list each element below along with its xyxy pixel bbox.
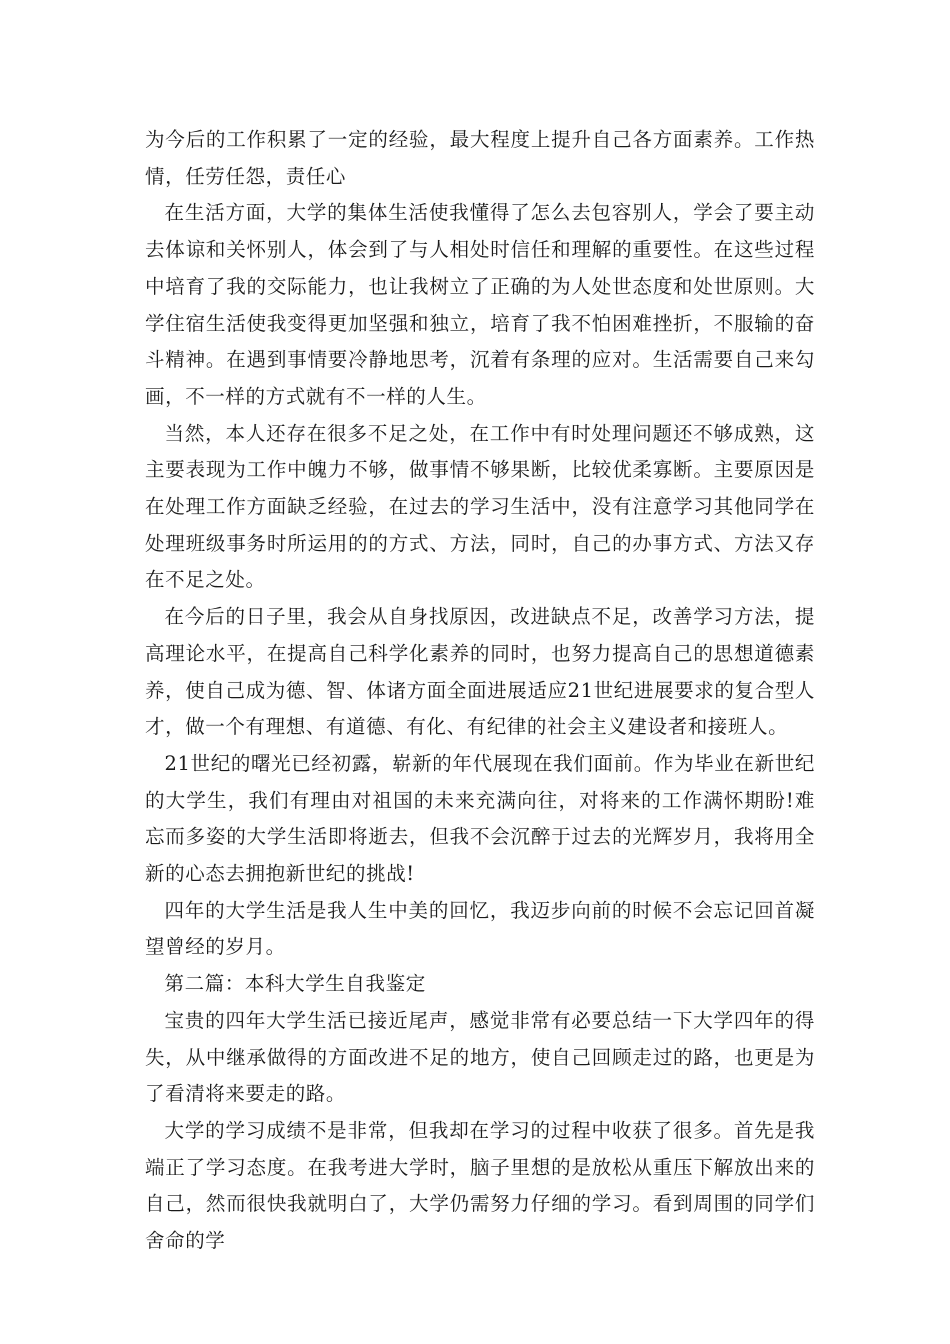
paragraph: 四年的大学生活是我人生中美的回忆，我迈步向前的时候不会忘记回首凝望曾经的岁月。 (145, 898, 815, 959)
section-heading: 第二篇：本科大学生自我鉴定 (164, 972, 426, 996)
paragraph: 为今后的工作积累了一定的经验，最大程度上提升自己各方面素养。工作热情，任劳任怨，责任心 (145, 128, 815, 188)
paragraph: 大学的学习成绩不是非常，但我却在学习的过程中收获了很多。首先是我端正了学习态度。在我考进大学时，脑子里想的是放松从重压下解放出来的自己，然而很快我就明白了，大学仍需努力仔细的学习。看到周围的同学们舍命的学 (145, 1118, 815, 1253)
paragraph: 当然，本人还存在很多不足之处，在工作中有时处理问题还不够成熟，这主要表现为工作中魄力不够，做事情不够果断，比较优柔寡断。主要原因是在处理工作方面缺乏经验，在过去的学习生活中，没有注意学习其他同学在处理班级事务时所运用的的方式、方法，同时，自己的办事方式、方法又存在不足之处。 (145, 421, 815, 592)
paragraph: 21世纪的曙光已经初露，崭新的年代展现在我们面前。作为毕业在新世纪的大学生，我们有理由对祖国的未来充满向往，对将来的工作满怀期盼!难忘而多姿的大学生活即将逝去，但我不会沉醉于过去的光辉岁月，我将用全新的心态去拥抱新世纪的挑战! (145, 751, 815, 886)
document-body (145, 122, 815, 1260)
paragraph: 在今后的日子里，我会从自身找原因，改进缺点不足，改善学习方法，提高理论水平，在提高自己科学化素养的同时，也努力提高自己的思想道德素养，使自己成为德、智、体诸方面全面进展适应21世纪进展要求的复合型人才，做一个有理想、有道德、有化、有纪律的社会主义建设者和接班人。 (145, 605, 815, 739)
paragraph: 在生活方面，大学的集体生活使我懂得了怎么去包容别人，学会了要主动去体谅和关怀别人，体会到了与人相处时信任和理解的重要性。在这些过程中培育了我的交际能力，也让我树立了正确的为人处世态度和处世原则。大学住宿生活使我变得更加坚强和独立，培育了我不怕困难挫折，不服输的奋斗精神。在遇到事情要冷静地思考，沉着有条理的应对。生活需要自己来勾画，不一样的方式就有不一样的人生。 (145, 201, 815, 408)
paragraph: 宝贵的四年大学生活已接近尾声，感觉非常有必要总结一下大学四年的得失，从中继承做得的方面改进不足的地方，使自己回顾走过的路，也更是为了看清将来要走的路。 (145, 1008, 815, 1106)
